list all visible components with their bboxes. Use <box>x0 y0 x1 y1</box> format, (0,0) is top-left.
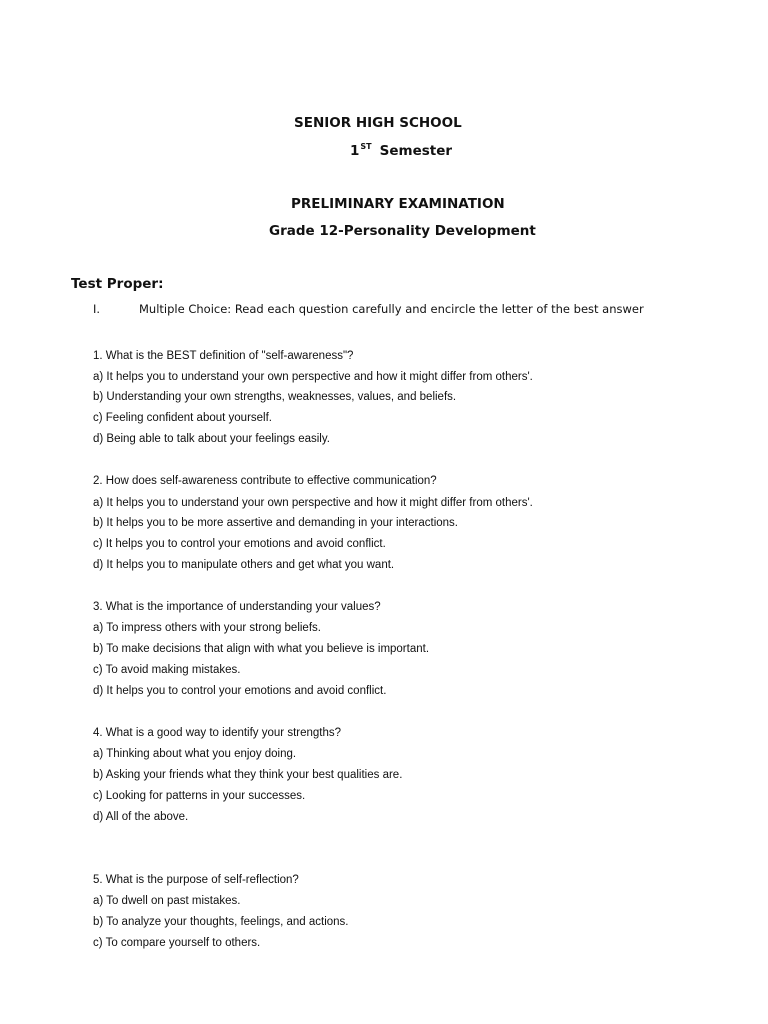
q1-option-b: b) Understanding your own strengths, weaknesses, values, and beliefs. <box>93 391 457 403</box>
semester-heading <box>350 142 452 159</box>
school-heading: SENIOR HIGH SCHOOL <box>294 115 462 131</box>
exam-heading: PRELIMINARY EXAMINATION <box>291 196 505 212</box>
question-2: 2. How does self-awareness contribute to effective communication? <box>93 475 437 487</box>
question-4: 4. What is a good way to identify your strengths? <box>93 727 342 739</box>
semester-number: 1 <box>350 143 360 159</box>
semester-word: Semester <box>379 143 453 159</box>
question-5: 5. What is the purpose of self-reflection? <box>93 874 299 886</box>
q3-option-d: d) It helps you to control your emotions and avoid conflict. <box>93 685 387 697</box>
semester-superscript: ST <box>360 142 372 151</box>
q4-option-d: d) All of the above. <box>93 811 189 823</box>
q2-option-d: d) It helps you to manipulate others and get what you want. <box>93 559 395 571</box>
q5-option-c: c) To compare yourself to others. <box>93 937 261 949</box>
q2-option-c: c) It helps you to control your emotions and avoid conflict. <box>93 538 386 550</box>
q2-option-a: a) It helps you to understand your own perspective and how it might differ from others'. <box>93 497 533 509</box>
q5-option-a: a) To dwell on past mistakes. <box>93 895 241 907</box>
q2-option-b: b) It helps you to be more assertive and demanding in your interactions. <box>93 517 459 529</box>
q5-option-b: b) To analyze your thoughts, feelings, and actions. <box>93 916 349 928</box>
subject-heading: Grade 12-Personality Development <box>269 223 536 239</box>
q3-option-c: c) To avoid making mistakes. <box>93 664 241 676</box>
question-1: 1. What is the BEST definition of "self-awareness"? <box>93 350 354 362</box>
q3-option-a: a) To impress others with your strong beliefs. <box>93 622 321 634</box>
q4-option-b: b) Asking your friends what they think your best qualities are. <box>93 769 403 781</box>
q1-option-c: c) Feeling confident about yourself. <box>93 412 272 424</box>
roman-numeral: I. <box>93 302 101 316</box>
q1-option-d: d) Being able to talk about your feelings easily. <box>93 433 330 445</box>
instruction-text: Multiple Choice: Read each question carefully and encircle the letter of the best answer <box>139 302 644 316</box>
instruction-line <box>93 302 644 316</box>
q3-option-b: b) To make decisions that align with what you believe is important. <box>93 643 430 655</box>
q1-option-a: a) It helps you to understand your own perspective and how it might differ from others'. <box>93 371 533 383</box>
q4-option-a: a) Thinking about what you enjoy doing. <box>93 748 297 760</box>
q4-option-c: c) Looking for patterns in your successes. <box>93 790 306 802</box>
section-title: Test Proper: <box>71 276 164 292</box>
question-3: 3. What is the importance of understanding your values? <box>93 601 381 613</box>
